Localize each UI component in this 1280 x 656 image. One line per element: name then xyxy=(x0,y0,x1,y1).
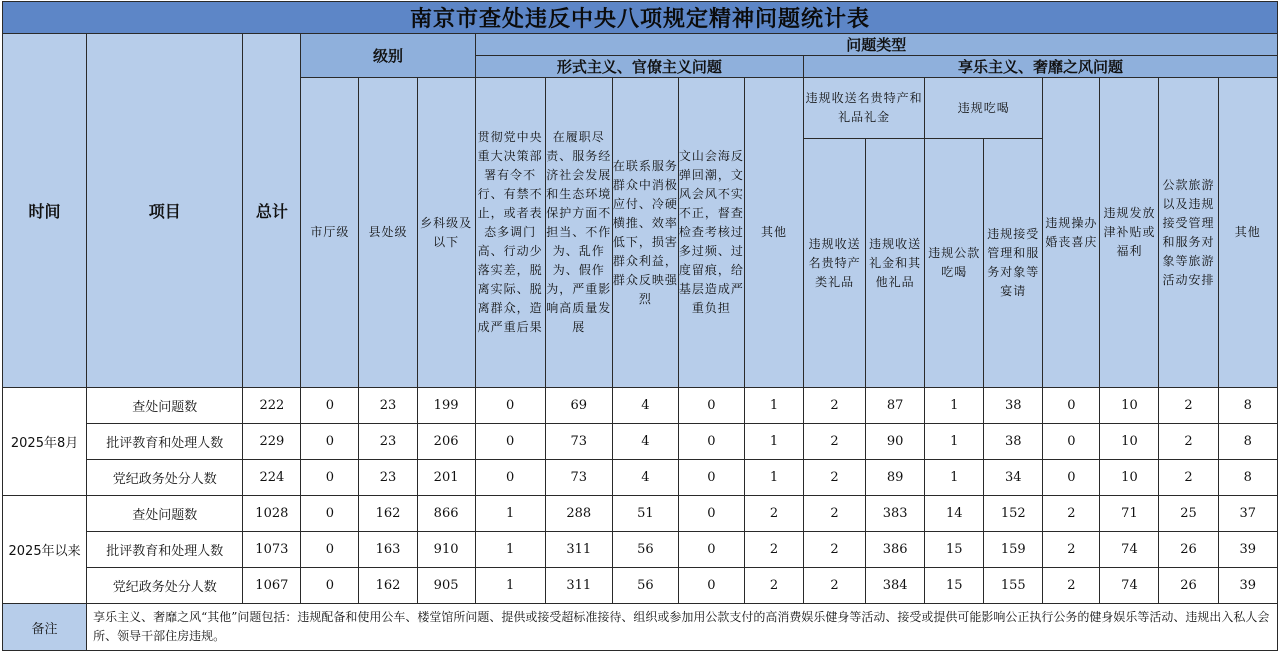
value-cell: 905 xyxy=(417,568,475,604)
value-cell: 2 xyxy=(804,496,866,532)
value-cell: 37 xyxy=(1218,496,1277,532)
header-level-county: 县处级 xyxy=(359,78,417,388)
value-cell: 1 xyxy=(744,424,803,460)
value-cell: 0 xyxy=(678,388,744,424)
value-cell: 2 xyxy=(744,532,803,568)
value-cell: 199 xyxy=(417,388,475,424)
note-text: 享乐主义、奢靡之风“其他”问题包括：违规配备和使用公车、楼堂馆所问题、提供或接受超标准接待、组织或参加用公款支付的高消费娱乐健身等活动、接受或提供可能影响公正执行公务的健身娱乐等活动、违规出入私人会所、领导干部住房违规。 xyxy=(87,604,1278,651)
table-row xyxy=(3,388,1278,424)
header-hedonism-3: 违规公款吃喝 xyxy=(925,139,984,388)
value-cell: 2 xyxy=(1159,460,1218,496)
value-cell: 74 xyxy=(1100,532,1159,568)
value-cell: 2 xyxy=(804,460,866,496)
value-cell: 0 xyxy=(1043,424,1100,460)
header-hedonism-4: 违规接受管理和服务对象等宴请 xyxy=(984,139,1043,388)
value-cell: 2 xyxy=(804,532,866,568)
header-problem-type: 问题类型 xyxy=(475,34,1277,56)
value-cell: 51 xyxy=(612,496,678,532)
value-cell: 311 xyxy=(545,532,612,568)
header-dining-group: 违规吃喝 xyxy=(925,78,1043,139)
value-cell: 159 xyxy=(984,532,1043,568)
header-hedonism-6: 违规发放津补贴或福利 xyxy=(1100,78,1159,388)
value-cell: 162 xyxy=(359,568,417,604)
value-cell: 25 xyxy=(1159,496,1218,532)
value-cell: 4 xyxy=(612,424,678,460)
value-cell: 1028 xyxy=(243,496,301,532)
value-cell: 73 xyxy=(545,460,612,496)
note-body xyxy=(3,604,1278,651)
value-cell: 10 xyxy=(1100,460,1159,496)
header-hedonism-5: 违规操办婚丧喜庆 xyxy=(1043,78,1100,388)
value-cell: 224 xyxy=(243,460,301,496)
value-cell: 69 xyxy=(545,388,612,424)
header-level-city: 市厅级 xyxy=(301,78,359,388)
header-level: 级别 xyxy=(301,34,475,78)
header-item: 项目 xyxy=(87,34,243,388)
value-cell: 8 xyxy=(1218,460,1277,496)
value-cell: 386 xyxy=(866,532,925,568)
value-cell: 1 xyxy=(744,460,803,496)
header-hedonism-7: 公款旅游以及违规接受管理和服务对象等旅游活动安排 xyxy=(1159,78,1218,388)
value-cell: 73 xyxy=(545,424,612,460)
header-level-township: 乡科级及以下 xyxy=(417,78,475,388)
value-cell: 10 xyxy=(1100,424,1159,460)
value-cell: 1 xyxy=(475,532,545,568)
value-cell: 23 xyxy=(359,424,417,460)
value-cell: 56 xyxy=(612,532,678,568)
value-cell: 15 xyxy=(925,532,984,568)
header-formalism-2: 在履职尽责、服务经济社会发展和生态环境保护方面不担当、不作为、乱作为、假作为，严重影响高质量发展 xyxy=(545,78,612,388)
item-cell: 查处问题数 xyxy=(87,388,243,424)
value-cell: 2 xyxy=(744,496,803,532)
value-cell: 0 xyxy=(678,532,744,568)
value-cell: 866 xyxy=(417,496,475,532)
value-cell: 1 xyxy=(475,496,545,532)
header-formalism: 形式主义、官僚主义问题 xyxy=(475,56,803,78)
value-cell: 2 xyxy=(1043,568,1100,604)
value-cell: 38 xyxy=(984,424,1043,460)
value-cell: 26 xyxy=(1159,532,1218,568)
value-cell: 0 xyxy=(1043,460,1100,496)
item-cell: 党纪政务处分人数 xyxy=(87,460,243,496)
value-cell: 0 xyxy=(301,460,359,496)
value-cell: 155 xyxy=(984,568,1043,604)
data-body xyxy=(3,388,1278,604)
value-cell: 0 xyxy=(475,460,545,496)
value-cell: 0 xyxy=(301,568,359,604)
item-cell: 批评教育和处理人数 xyxy=(87,424,243,460)
value-cell: 2 xyxy=(804,424,866,460)
value-cell: 201 xyxy=(417,460,475,496)
value-cell: 39 xyxy=(1218,532,1277,568)
value-cell: 1073 xyxy=(243,532,301,568)
value-cell: 910 xyxy=(417,532,475,568)
value-cell: 0 xyxy=(475,424,545,460)
value-cell: 2 xyxy=(1043,532,1100,568)
table-row xyxy=(3,424,1278,460)
value-cell: 2 xyxy=(804,568,866,604)
value-cell: 8 xyxy=(1218,424,1277,460)
statistics-table xyxy=(2,1,1278,651)
value-cell: 90 xyxy=(866,424,925,460)
value-cell: 4 xyxy=(612,388,678,424)
value-cell: 26 xyxy=(1159,568,1218,604)
value-cell: 0 xyxy=(475,388,545,424)
value-cell: 34 xyxy=(984,460,1043,496)
header-formalism-other: 其他 xyxy=(744,78,803,388)
value-cell: 1 xyxy=(925,388,984,424)
value-cell: 229 xyxy=(243,424,301,460)
value-cell: 2 xyxy=(1043,496,1100,532)
table-body xyxy=(3,2,1278,388)
value-cell: 1 xyxy=(925,460,984,496)
value-cell: 0 xyxy=(301,388,359,424)
item-cell: 党纪政务处分人数 xyxy=(87,568,243,604)
header-hedonism: 享乐主义、奢靡之风问题 xyxy=(804,56,1278,78)
value-cell: 0 xyxy=(301,496,359,532)
item-cell: 查处问题数 xyxy=(87,496,243,532)
period-cell: 2025年以来 xyxy=(3,496,87,604)
value-cell: 14 xyxy=(925,496,984,532)
note-row xyxy=(3,604,1278,651)
value-cell: 384 xyxy=(866,568,925,604)
value-cell: 163 xyxy=(359,532,417,568)
value-cell: 311 xyxy=(545,568,612,604)
item-cell: 批评教育和处理人数 xyxy=(87,532,243,568)
value-cell: 152 xyxy=(984,496,1043,532)
value-cell: 0 xyxy=(1043,388,1100,424)
header-total: 总计 xyxy=(243,34,301,388)
value-cell: 1 xyxy=(925,424,984,460)
table-row xyxy=(3,532,1278,568)
value-cell: 206 xyxy=(417,424,475,460)
value-cell: 87 xyxy=(866,388,925,424)
value-cell: 383 xyxy=(866,496,925,532)
value-cell: 74 xyxy=(1100,568,1159,604)
value-cell: 162 xyxy=(359,496,417,532)
value-cell: 71 xyxy=(1100,496,1159,532)
value-cell: 0 xyxy=(301,532,359,568)
value-cell: 23 xyxy=(359,460,417,496)
value-cell: 0 xyxy=(678,496,744,532)
period-cell: 2025年8月 xyxy=(3,388,87,496)
value-cell: 2 xyxy=(1159,388,1218,424)
value-cell: 1 xyxy=(744,388,803,424)
header-time: 时间 xyxy=(3,34,87,388)
value-cell: 10 xyxy=(1100,388,1159,424)
value-cell: 56 xyxy=(612,568,678,604)
value-cell: 38 xyxy=(984,388,1043,424)
value-cell: 0 xyxy=(678,460,744,496)
value-cell: 2 xyxy=(744,568,803,604)
value-cell: 89 xyxy=(866,460,925,496)
value-cell: 2 xyxy=(804,388,866,424)
table-row xyxy=(3,496,1278,532)
header-formalism-4: 文山会海反弹回潮，文风会风不实不正，督查检查考核过多过频、过度留痕，给基层造成严重负担 xyxy=(678,78,744,388)
value-cell: 288 xyxy=(545,496,612,532)
header-hedonism-other: 其他 xyxy=(1218,78,1277,388)
value-cell: 222 xyxy=(243,388,301,424)
table-row xyxy=(3,568,1278,604)
table-row xyxy=(3,460,1278,496)
value-cell: 1 xyxy=(475,568,545,604)
value-cell: 0 xyxy=(678,424,744,460)
value-cell: 0 xyxy=(301,424,359,460)
title-row xyxy=(3,2,1278,34)
value-cell: 0 xyxy=(678,568,744,604)
value-cell: 4 xyxy=(612,460,678,496)
header-formalism-3: 在联系服务群众中消极应付、冷硬横推、效率低下，损害群众利益，群众反映强烈 xyxy=(612,78,678,388)
header-formalism-1: 贯彻党中央重大决策部署有令不行、有禁不止，或者表态多调门高、行动少落实差，脱离实际、脱离群众，造成严重后果 xyxy=(475,78,545,388)
table-title: 南京市查处违反中央八项规定精神问题统计表 xyxy=(3,2,1278,34)
note-label: 备注 xyxy=(3,604,87,651)
header-hedonism-1: 违规收送名贵特产类礼品 xyxy=(804,139,866,388)
header-hedonism-2: 违规收送礼金和其他礼品 xyxy=(866,139,925,388)
value-cell: 8 xyxy=(1218,388,1277,424)
value-cell: 23 xyxy=(359,388,417,424)
header-gift-group: 违规收送名贵特产和礼品礼金 xyxy=(804,78,925,139)
value-cell: 39 xyxy=(1218,568,1277,604)
value-cell: 15 xyxy=(925,568,984,604)
value-cell: 2 xyxy=(1159,424,1218,460)
header-row-1 xyxy=(3,34,1278,56)
value-cell: 1067 xyxy=(243,568,301,604)
